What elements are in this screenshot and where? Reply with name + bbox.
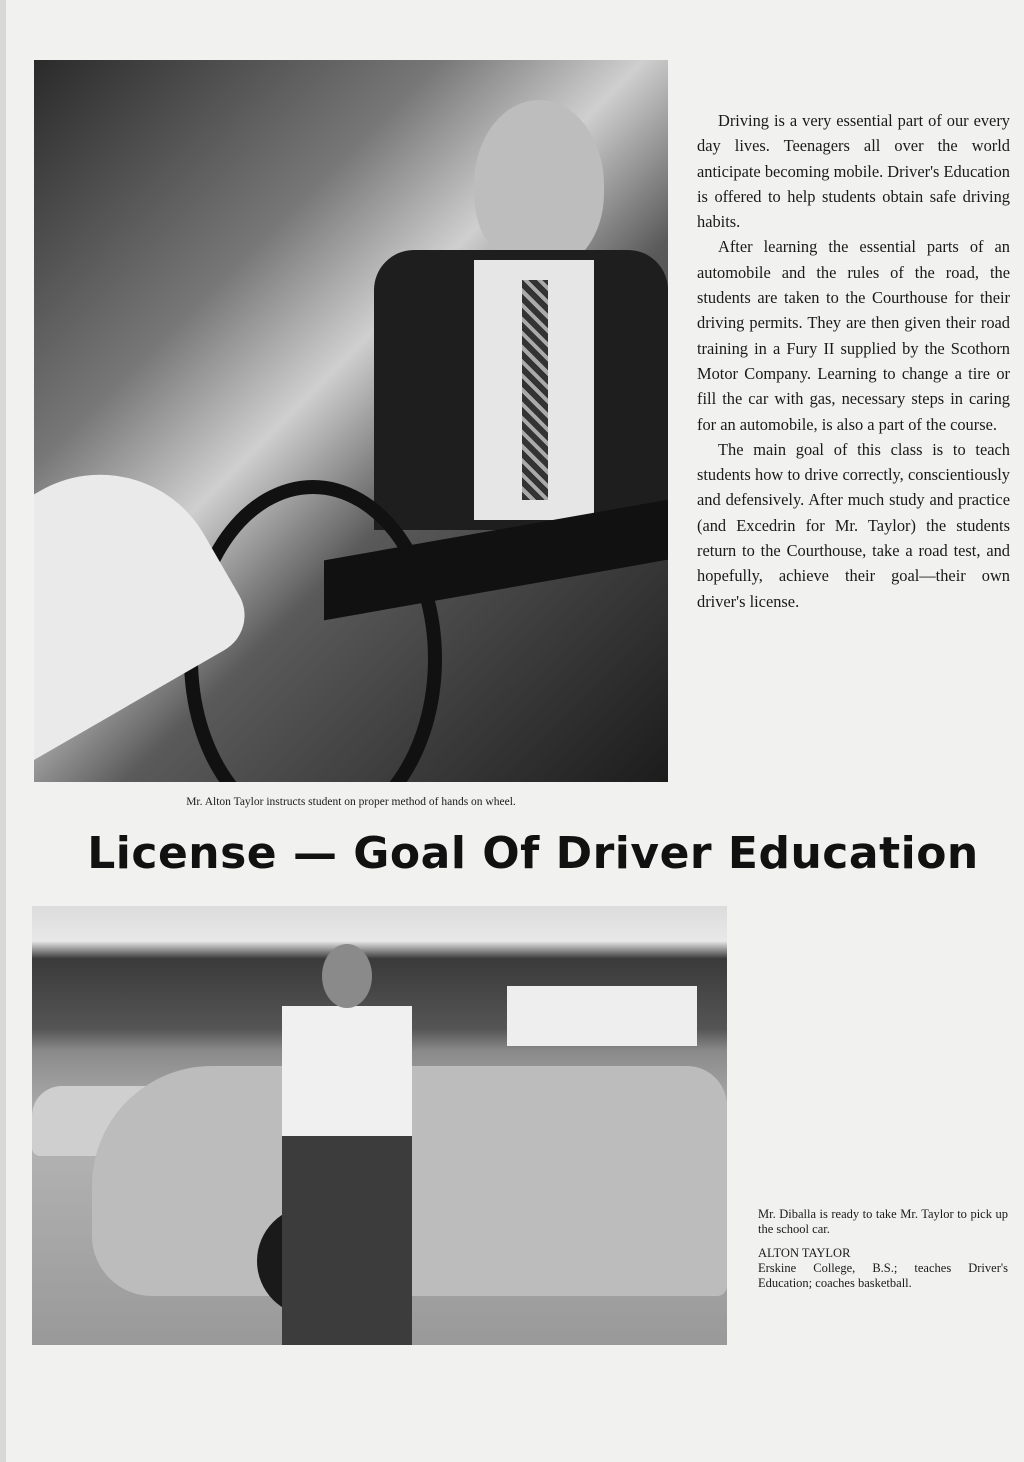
bio-text: Erskine College, B.S.; teaches Driver's Education; coaches basketball. <box>758 1261 1008 1290</box>
page-title: License — Goal Of Driver Education <box>87 828 979 879</box>
photo2-caption-text: Mr. Diballa is ready to take Mr. Taylor to pick up the school car. <box>758 1207 1008 1236</box>
article-paragraph: Driving is a very essential part of our every day lives. Teenagers all over the world anticipate becoming mobile. Driver's Education is offered to help students obtain safe driving habits. <box>697 111 1010 232</box>
instructor-head <box>322 944 372 1008</box>
photo2-caption <box>758 1207 1008 1291</box>
instructor-head <box>474 100 604 270</box>
instructor-shirt <box>282 1006 412 1136</box>
article-paragraph: After learning the essential parts of an automobile and the rules of the road, the students are taken to the Courthouse for their driving permits. They are then given their road training in a Fury II supplied by the Scothorn Motor Company. Learning to change a tire or fill the car with gas, necessary steps in caring for an automobile, is also a part of the course. <box>697 237 1010 434</box>
photo-instructor-in-car <box>34 60 668 782</box>
article-paragraph: The main goal of this class is to teach students how to drive correctly, conscientiously and defensively. After much study and practice (and Excedrin for Mr. Taylor) the students return to the Courthouse, take a road test, and hopefully, achieve their goal—their own driver's license. <box>697 439 1010 611</box>
photo1-caption: Mr. Alton Taylor instructs student on proper method of hands on wheel. <box>186 796 516 808</box>
article-body <box>697 108 1010 614</box>
page-edge <box>0 0 6 1462</box>
photo-instructor-by-car <box>32 906 727 1345</box>
instructor-tie <box>522 280 548 500</box>
building <box>507 986 697 1046</box>
bio-name: ALTON TAYLOR <box>758 1246 851 1260</box>
